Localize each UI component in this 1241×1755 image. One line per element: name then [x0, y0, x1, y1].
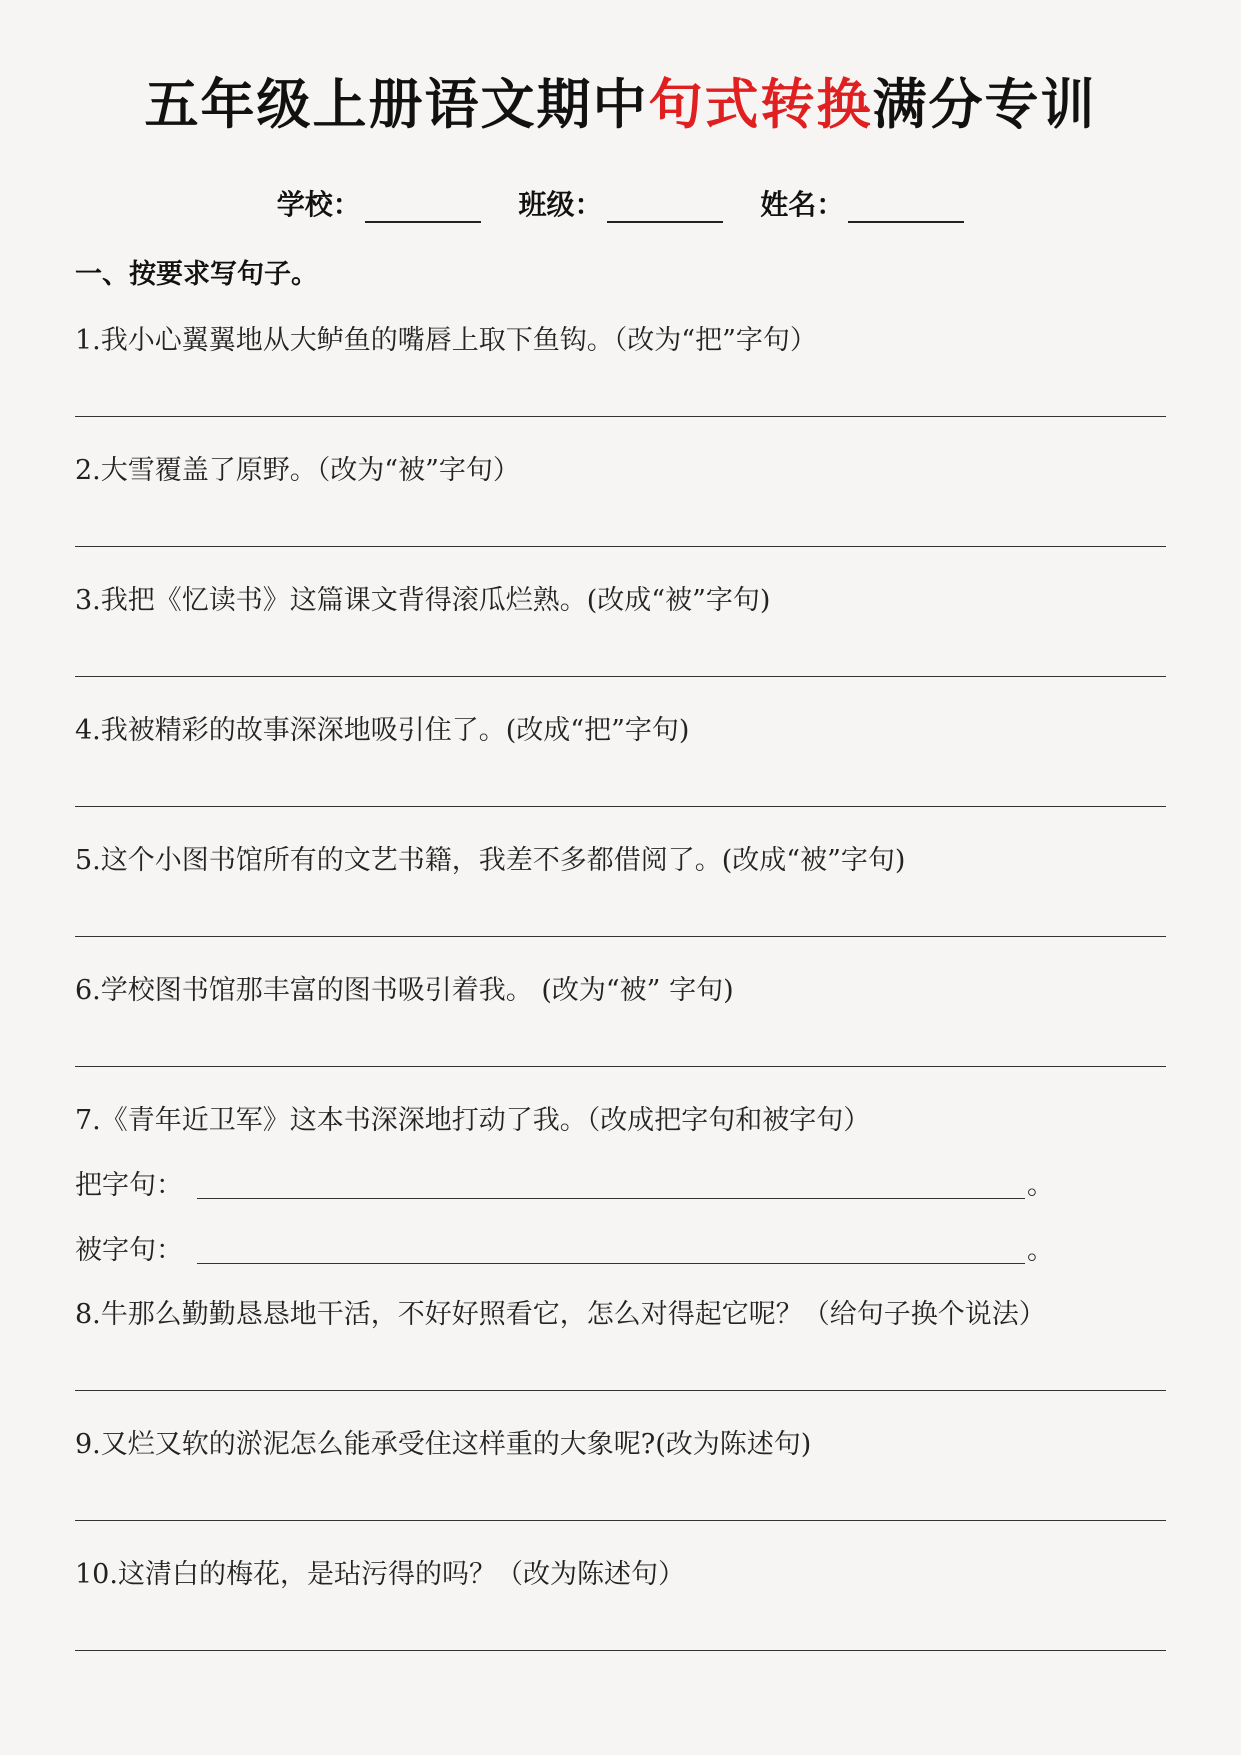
class-blank[interactable] [607, 195, 723, 223]
school-blank[interactable] [365, 195, 481, 223]
school-field [277, 183, 481, 223]
ba-sentence-blank[interactable] [197, 1198, 1025, 1199]
name-field [760, 183, 964, 223]
question-7: 7.《青年近卫军》这本书深深地打动了我。（改成把字句和被字句） [75, 1105, 871, 1136]
question-3: 3.我把《忆读书》这篇课文背得滚瓜烂熟。(改成“被”字句) [75, 585, 771, 616]
answer-line-5[interactable] [75, 936, 1166, 937]
section-heading: 一、按要求写句子。 [75, 259, 318, 290]
title-prefix: 五年级上册语文期中 [144, 73, 649, 136]
class-label: 班级： [518, 188, 603, 221]
bei-sentence-label: 被字句： [75, 1235, 183, 1266]
question-4: 4.我被精彩的故事深深地吸引住了。(改成“把”字句) [75, 715, 690, 746]
bei-sentence-blank[interactable] [197, 1263, 1025, 1264]
question-1: 1.我小心翼翼地从大鲈鱼的嘴唇上取下鱼钩。（改为“把”字句） [75, 325, 817, 356]
question-10: 10.这清白的梅花，是玷污得的吗？（改为陈述句） [75, 1559, 685, 1590]
bei-sentence-row [75, 1228, 1075, 1268]
ba-sentence-row [75, 1163, 1075, 1203]
class-field [518, 183, 722, 223]
name-label: 姓名： [760, 188, 845, 221]
answer-line-2[interactable] [75, 546, 1166, 547]
answer-line-6[interactable] [75, 1066, 1166, 1067]
bei-sentence-end: 。 [1027, 1235, 1054, 1266]
title-suffix: 满分专训 [872, 73, 1097, 136]
answer-line-9[interactable] [75, 1520, 1166, 1521]
ba-sentence-end: 。 [1027, 1170, 1054, 1201]
school-label: 学校： [276, 188, 361, 221]
student-info-row [0, 183, 1241, 223]
question-9: 9.又烂又软的淤泥怎么能承受住这样重的大象呢?(改为陈述句) [75, 1429, 812, 1460]
answer-line-4[interactable] [75, 806, 1166, 807]
answer-line-1[interactable] [75, 416, 1166, 417]
answer-line-3[interactable] [75, 676, 1166, 677]
name-blank[interactable] [848, 195, 964, 223]
question-2: 2.大雪覆盖了原野。（改为“被”字句） [75, 455, 520, 486]
page-title [0, 62, 1241, 139]
ba-sentence-label: 把字句： [75, 1170, 183, 1201]
answer-line-8[interactable] [75, 1390, 1166, 1391]
question-6: 6.学校图书馆那丰富的图书吸引着我。 (改为“被” 字句) [75, 975, 734, 1006]
title-highlight: 句式转换 [648, 73, 873, 136]
answer-line-10[interactable] [75, 1650, 1166, 1651]
question-8: 8.牛那么勤勤恳恳地干活，不好好照看它，怎么对得起它呢？（给句子换个说法） [75, 1299, 1046, 1330]
question-5: 5.这个小图书馆所有的文艺书籍，我差不多都借阅了。(改成“被”字句) [75, 845, 906, 876]
